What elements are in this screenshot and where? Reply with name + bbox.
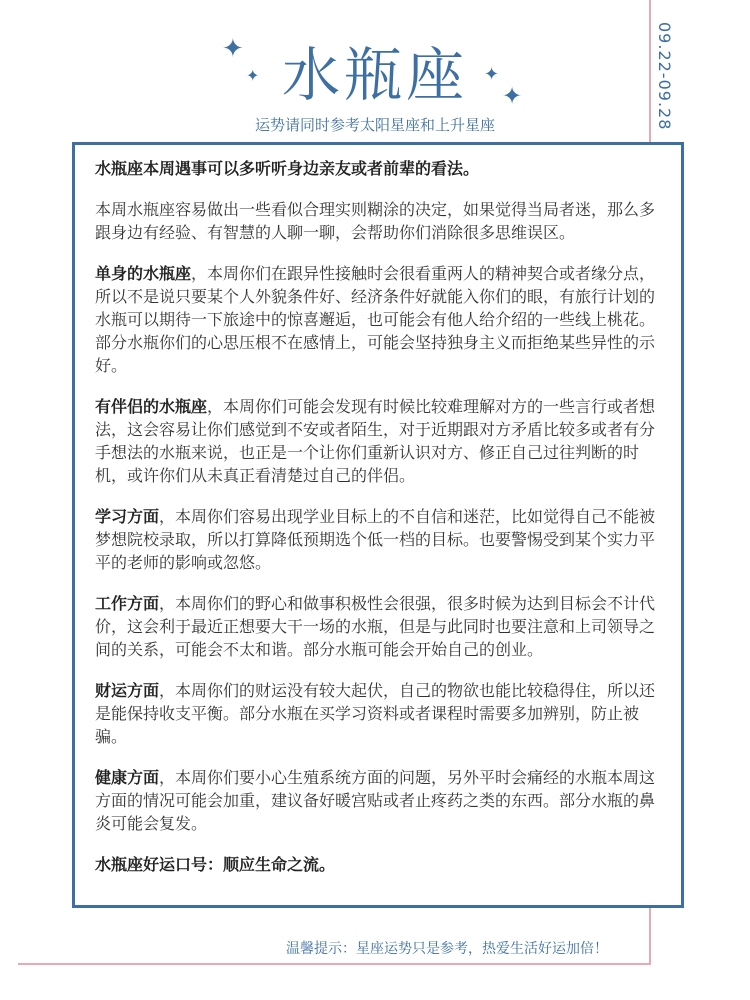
- lucky-slogan: 水瓶座好运口号：顺应生命之流。: [95, 855, 336, 874]
- section-heading: 有伴侣的水瓶座: [95, 397, 208, 416]
- date-range: 09.22-09.28: [655, 21, 674, 131]
- sparkle-icon: ✦: [222, 34, 244, 64]
- section-heading: 财运方面: [95, 681, 160, 700]
- section-text: ，本周你们在跟异性接触时会很看重两人的精神契合或者缘分点，所以不是说只要某个人外貌条件好、经济条件好就能入你们的眼，有旅行计划的水瓶可以期待一下旅途中的惊喜邂逅，也可能会有他人给介绍的一些线上桃花。部分水瓶你们的心思压根不在感情上，可能会坚持独身主义而拒绝某些异性的示好。: [95, 264, 656, 375]
- section-money: [95, 679, 663, 748]
- section-heading: 单身的水瓶座: [95, 264, 192, 283]
- section-text: ，本周你们容易出现学业目标上的不自信和迷茫，比如觉得自己不能被梦想院校录取，所以打算降低预期选个低一档的目标。也要警惕受到某个实力平平的老师的影响或忽悠。: [95, 507, 656, 572]
- section-heading: 学习方面: [95, 507, 160, 526]
- section-health: [95, 766, 663, 835]
- section-text: ，本周你们要小心生殖系统方面的问题，另外平时会痛经的水瓶本周这方面的情况可能会加重，建议备好暖宫贴或者止疼药之类的东西。部分水瓶的鼻炎可能会复发。: [95, 768, 656, 833]
- page-subtitle: 运势请同时参考太阳星座和上升星座: [254, 116, 495, 134]
- pink-horizontal-line: [18, 963, 651, 965]
- page-title: 水瓶座: [281, 41, 468, 109]
- footer-tip: 温馨提示：星座运势只是参考，热爱生活好运加倍！: [286, 941, 608, 957]
- section-partnered: [95, 395, 663, 487]
- section-text: ，本周你们的野心和做事积极性会很强，很多时候为达到目标会不计代价，这会利于最近正想要大干一场的水瓶，但是与此同时也要注意和上司领导之间的关系，可能会不太和谐。部分水瓶可能会开始自己的创业。: [95, 594, 656, 659]
- section-work: [95, 592, 663, 661]
- content-box: [72, 142, 684, 908]
- section-study: [95, 505, 663, 574]
- sparkle-icon: ✦: [484, 64, 500, 85]
- section-single: [95, 262, 663, 377]
- section-text: ，本周你们的财运没有较大起伏，自己的物欲也能比较稳得住，所以还是能保持收支平衡。部分水瓶在买学习资料或者课程时需要多加辨别，防止被骗。: [95, 681, 656, 746]
- horoscope-content: [95, 157, 663, 894]
- sparkle-icon-large: ✦: [502, 82, 523, 110]
- sparkle-icon-small: ✦: [246, 66, 260, 85]
- section-heading: 健康方面: [95, 768, 160, 787]
- section-heading: 工作方面: [95, 594, 160, 613]
- intro-headline: 水瓶座本周遇事可以多听听身边亲友或者前辈的看法。: [95, 159, 480, 178]
- intro-paragraph: 本周水瓶座容易做出一些看似合理实则糊涂的决定，如果觉得当局者迷，那么多跟身边有经验、有智慧的人聊一聊，会帮助你们消除很多思维误区。: [95, 200, 656, 242]
- section-text: ，本周你们可能会发现有时候比较难理解对方的一些言行或者想法，这会容易让你们感觉到不安或者陌生，对于近期跟对方矛盾比较多或者有分手想法的水瓶来说，也正是一个让你们重新认识对方、修正自己过往判断的时机，或许你们从未真正看清楚过自己的伴侣。: [95, 397, 656, 485]
